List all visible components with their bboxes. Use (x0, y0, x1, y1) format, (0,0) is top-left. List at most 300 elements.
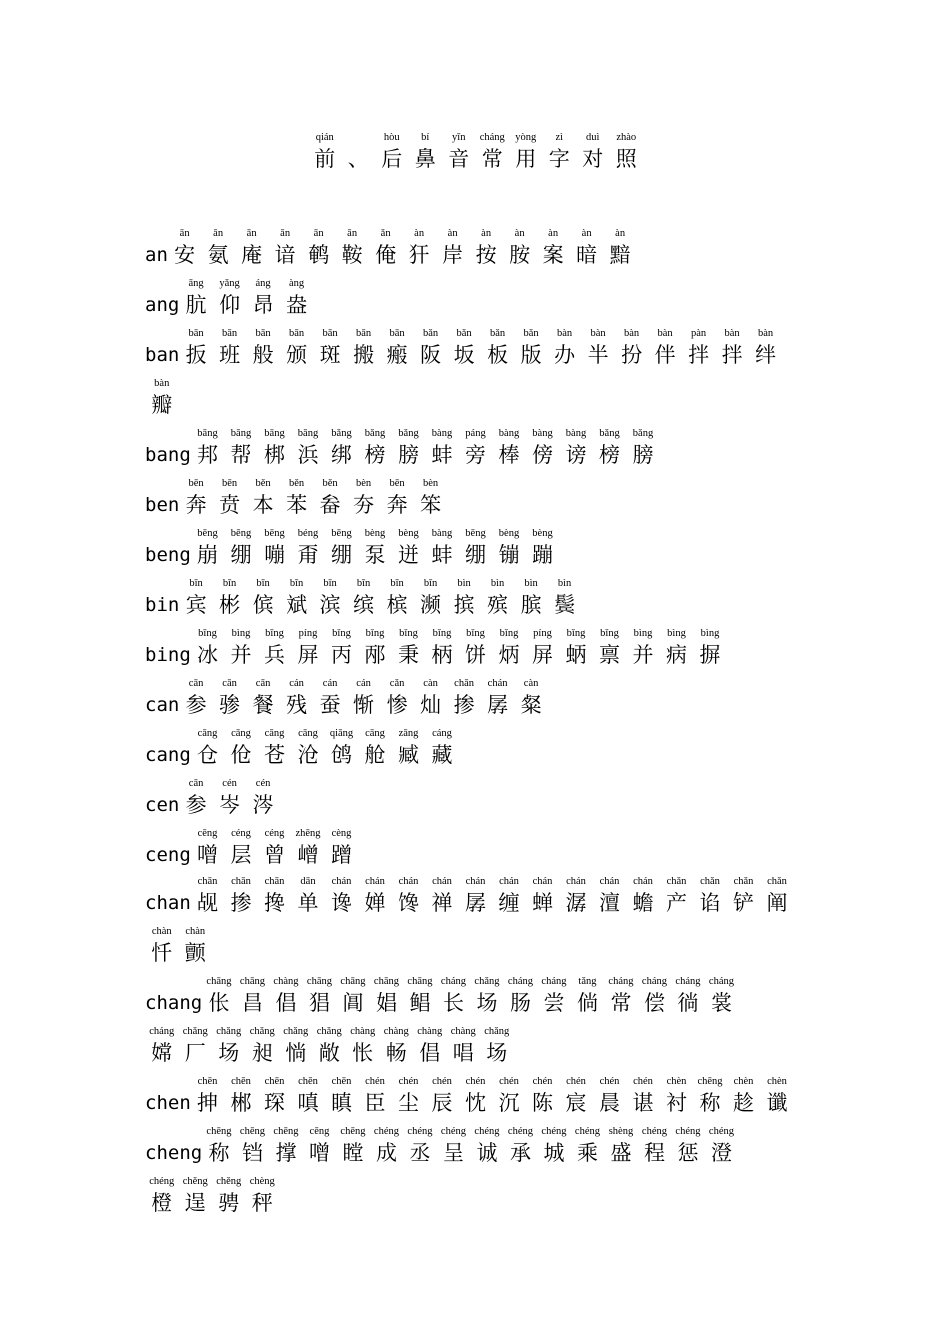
pinyin: bǎng (364, 428, 386, 439)
char-cell (559, 1076, 593, 1116)
hanzi: 办 (554, 343, 576, 367)
hanzi: 嫦 (151, 1041, 173, 1065)
pinyin: píng (533, 628, 552, 639)
hanzi: 棒 (498, 443, 520, 467)
char-cell (213, 328, 247, 368)
pinyin: bān (188, 328, 204, 339)
pinyin: chéng (708, 1126, 734, 1137)
char-cell (514, 578, 548, 618)
char-cell (325, 728, 359, 768)
pinyin: chéng (149, 1176, 175, 1187)
hanzi: 撑 (275, 1141, 297, 1165)
pinyin: bīn (189, 578, 203, 589)
hanzi: 字 (548, 147, 570, 171)
pinyin: bèng (398, 528, 419, 539)
hanzi: 常 (481, 147, 503, 171)
pinyin: chéng (507, 1126, 533, 1137)
char-cell (414, 678, 448, 718)
pinyin: cān (255, 678, 271, 689)
pinyin: àn (514, 228, 525, 239)
pinyin: chéng (474, 1126, 500, 1137)
pinyin: chǎn (666, 876, 687, 887)
char-cell (537, 976, 571, 1016)
pinyin: yòng (515, 132, 537, 143)
hanzi: 禅 (431, 891, 453, 915)
hanzi: 产 (666, 891, 688, 915)
hanzi: 膑 (520, 593, 542, 617)
pinyin: bīn (390, 578, 404, 589)
hanzi: 邴 (364, 643, 386, 667)
char-cell (179, 278, 213, 318)
pinyin: ān (280, 228, 291, 239)
pinyin: bèn (422, 478, 439, 489)
title-char (476, 132, 510, 172)
char-cell (269, 976, 303, 1016)
pinyin: chēng (340, 1126, 366, 1137)
pinyin: bǎng (632, 428, 654, 439)
pinyin: ǎn (380, 228, 391, 239)
hanzi: 场 (486, 1041, 508, 1065)
char-cell (191, 876, 225, 916)
pinyin: chǎng (216, 1026, 242, 1037)
pinyin: bàn (657, 328, 673, 339)
char-cell (526, 628, 560, 668)
hanzi: 瘢 (386, 343, 408, 367)
hanzi: 傍 (532, 443, 554, 467)
hanzi: 谶 (766, 1091, 788, 1115)
char-cell (224, 876, 258, 916)
char-cell (325, 428, 359, 468)
hanzi: 摈 (453, 593, 475, 617)
pinyin: běn (322, 478, 338, 489)
hanzi: 场 (218, 1041, 240, 1065)
hanzi: 丞 (409, 1141, 431, 1165)
hanzi: 嶒 (297, 843, 319, 867)
hanzi: 惨 (386, 693, 408, 717)
pinyin: bān (389, 328, 405, 339)
pinyin: cháng (708, 976, 734, 987)
pinyin: bǐng (600, 628, 619, 639)
char-cell (224, 728, 258, 768)
hanzi: 板 (487, 343, 509, 367)
char-cell (280, 578, 314, 618)
hanzi: 绑 (331, 443, 353, 467)
char-cell (145, 1176, 179, 1216)
syllable-label: an (145, 244, 168, 266)
char-cell (693, 628, 727, 668)
pinyin: chén (398, 1076, 419, 1087)
hanzi: 惭 (353, 693, 375, 717)
pinyin: chàng (417, 1026, 443, 1037)
hanzi: 肮 (185, 293, 207, 317)
char-cell (402, 228, 436, 268)
pinyin: chán (499, 876, 519, 887)
title-char (409, 132, 443, 172)
char-cell (593, 628, 627, 668)
char-cell (593, 428, 627, 468)
hanzi: 鸧 (331, 743, 353, 767)
hanzi: 版 (520, 343, 542, 367)
char-cell (236, 1126, 270, 1166)
hanzi: 称 (208, 1141, 230, 1165)
char-cell (358, 628, 392, 668)
hanzi: 对 (582, 147, 604, 171)
pinyin: qiāng (329, 728, 354, 739)
hanzi: 蝉 (532, 891, 554, 915)
pinyin: chàng (273, 976, 299, 987)
syllable-label: bin (145, 594, 180, 616)
hanzi: 安 (174, 243, 196, 267)
char-cell (269, 1126, 303, 1166)
hanzi: 呈 (442, 1141, 464, 1165)
char-cell (481, 578, 515, 618)
pinyin: chēng (239, 1126, 265, 1137)
syllable-label: bang (145, 444, 191, 466)
char-cell (492, 528, 526, 568)
char-cell (347, 578, 381, 618)
char-cell (615, 328, 649, 368)
hanzi: 蹭 (331, 843, 353, 867)
pinyin: chén (532, 1076, 553, 1087)
pinyin: bīng (198, 628, 217, 639)
hanzi: 宾 (185, 593, 207, 617)
char-cell (325, 628, 359, 668)
pinyin: àng (288, 278, 305, 289)
char-cell (570, 228, 604, 268)
char-cell (749, 328, 783, 368)
char-cell (291, 628, 325, 668)
pinyin: chāng (306, 976, 332, 987)
pinyin: bàng (431, 528, 453, 539)
hanzi: 舱 (364, 743, 386, 767)
hanzi: 倡 (275, 991, 297, 1015)
pinyin: chēn (331, 1076, 352, 1087)
char-cell (313, 578, 347, 618)
pinyin: bǎn (422, 328, 439, 339)
hanzi: 蟾 (632, 891, 654, 915)
hanzi: 案 (542, 243, 564, 267)
pinyin: zhēng (295, 828, 321, 839)
hanzi: 禀 (599, 643, 621, 667)
pinyin: bàn (623, 328, 640, 339)
hanzi: 梆 (264, 443, 286, 467)
hanzi: 傧 (252, 593, 274, 617)
char-cell (145, 1026, 179, 1066)
pinyin: zhào (616, 132, 637, 143)
char-cell (213, 278, 247, 318)
char-cell (291, 828, 325, 868)
hanzi: 摒 (699, 643, 721, 667)
hanzi: 犴 (408, 243, 430, 267)
hanzi: 晨 (599, 1091, 621, 1115)
char-cell (336, 1126, 370, 1166)
char-cell (526, 876, 560, 916)
pinyin: tǎng (578, 976, 597, 987)
char-cell (604, 1126, 638, 1166)
hanzi: 滨 (319, 593, 341, 617)
hanzi: 乘 (576, 1141, 598, 1165)
syllable-row-chan (145, 876, 794, 916)
hanzi: 屏 (297, 643, 319, 667)
pinyin: chàng (383, 1026, 409, 1037)
pinyin: chēn (298, 1076, 318, 1087)
pinyin: cēng (309, 1126, 330, 1137)
pinyin: cán (356, 678, 371, 689)
hanzi: 缠 (498, 891, 520, 915)
hanzi: 昂 (252, 293, 274, 317)
pinyin: chēn (264, 1076, 285, 1087)
char-cell (638, 1126, 672, 1166)
char-cell (413, 1026, 447, 1066)
char-cell (291, 728, 325, 768)
hanzi: 帮 (230, 443, 252, 467)
hanzi: 胺 (509, 243, 531, 267)
char-cell (179, 328, 213, 368)
hanzi: 邦 (197, 443, 219, 467)
pinyin: cāng (231, 728, 251, 739)
char-cell (224, 828, 258, 868)
hanzi: 濒 (420, 593, 442, 617)
hanzi: 甭 (297, 543, 319, 567)
char-cell (358, 876, 392, 916)
pinyin: chēn (231, 1076, 251, 1087)
pinyin: běn (288, 478, 305, 489)
hanzi: 鲳 (409, 991, 431, 1015)
char-cell (459, 528, 493, 568)
pinyin: chán (465, 876, 486, 887)
char-cell (179, 578, 213, 618)
hanzi: 按 (475, 243, 497, 267)
char-cell (459, 628, 493, 668)
char-cell (492, 428, 526, 468)
hanzi: 肠 (509, 991, 531, 1015)
hanzi: 秉 (398, 643, 420, 667)
pinyin: bèng (364, 528, 386, 539)
hanzi: 掺 (230, 891, 252, 915)
hanzi: 旁 (465, 443, 487, 467)
char-cell (291, 528, 325, 568)
char-cell (212, 1026, 246, 1066)
pinyin: bǎng (599, 428, 620, 439)
hanzi: 单 (297, 891, 319, 915)
hanzi: 膀 (632, 443, 654, 467)
pinyin: bǐng (566, 628, 586, 639)
hanzi: 辰 (431, 1091, 453, 1115)
char-cell (447, 1026, 481, 1066)
hanzi: 前 (314, 147, 336, 171)
hanzi: 、 (347, 147, 369, 171)
char-cell (727, 1076, 761, 1116)
syllable-row-can (145, 678, 548, 718)
char-cell (705, 976, 739, 1016)
pinyin: cāng (197, 728, 218, 739)
char-cell (459, 1076, 493, 1116)
hanzi: 怅 (352, 1041, 374, 1065)
hanzi: 病 (666, 643, 688, 667)
hanzi: 兵 (264, 643, 286, 667)
char-cell (201, 228, 235, 268)
syllable-row-chen (145, 1076, 794, 1116)
hanzi: 铛 (241, 1141, 263, 1165)
hanzi: 颁 (286, 343, 308, 367)
pinyin: bǐng (365, 628, 385, 639)
hanzi: 澄 (710, 1141, 732, 1165)
char-cell (224, 1076, 258, 1116)
pinyin: chàn (185, 926, 206, 937)
char-cell (604, 976, 638, 1016)
char-cell (291, 428, 325, 468)
char-cell (581, 328, 615, 368)
char-cell (313, 328, 347, 368)
pinyin: yīn (452, 132, 466, 143)
pinyin: cháng (149, 1026, 175, 1037)
hanzi: 灿 (420, 693, 442, 717)
char-cell (425, 628, 459, 668)
hanzi: 伥 (208, 991, 230, 1015)
char-cell (280, 478, 314, 518)
hanzi: 骋 (218, 1191, 240, 1215)
hanzi: 惩 (677, 1141, 699, 1165)
hanzi: 岸 (442, 243, 464, 267)
char-cell (145, 926, 179, 966)
char-cell (258, 828, 292, 868)
char-cell (303, 1126, 337, 1166)
pinyin: chēng (206, 1126, 232, 1137)
char-cell (593, 1076, 627, 1116)
char-cell (715, 328, 749, 368)
hanzi: 孱 (465, 891, 487, 915)
char-cell (370, 1126, 404, 1166)
hanzi: 裳 (710, 991, 732, 1015)
hanzi: 氨 (207, 243, 229, 267)
char-cell (313, 1026, 347, 1066)
pinyin: bēn (221, 478, 238, 489)
pinyin: bǐng (399, 628, 418, 639)
hanzi: 榜 (599, 443, 621, 467)
hanzi: 用 (515, 147, 537, 171)
hanzi: 觇 (197, 891, 219, 915)
pinyin: chàng (350, 1026, 376, 1037)
char-cell (325, 828, 359, 868)
char-cell (335, 228, 369, 268)
hanzi: 瞠 (342, 1141, 364, 1165)
pinyin: bǎn (523, 328, 539, 339)
char-cell (414, 578, 448, 618)
pinyin: chān (264, 876, 285, 887)
char-cell (436, 228, 470, 268)
char-cell (437, 976, 471, 1016)
hanzi: 逞 (184, 1191, 206, 1215)
pinyin: chán (365, 876, 385, 887)
char-cell (638, 976, 672, 1016)
hanzi: 程 (643, 1141, 665, 1165)
char-cell (191, 528, 225, 568)
pinyin: chèng (249, 1176, 275, 1187)
pinyin: chǎn (700, 876, 720, 887)
pinyin: chǎng (249, 1026, 275, 1037)
pinyin: hòu (383, 132, 400, 143)
hanzi: 畅 (385, 1041, 407, 1065)
hanzi: 厂 (184, 1041, 206, 1065)
hanzi: 城 (543, 1141, 565, 1165)
title-char (442, 132, 476, 172)
char-cell (514, 328, 548, 368)
pinyin: bàng (431, 428, 453, 439)
char-cell (380, 328, 414, 368)
pinyin: chāng (239, 976, 265, 987)
hanzi: 柄 (431, 643, 453, 667)
syllable-label: can (145, 694, 180, 716)
syllable-row-ceng (145, 828, 358, 868)
pinyin: chán (532, 876, 553, 887)
hanzi: 噌 (197, 843, 219, 867)
hanzi: 忱 (465, 1091, 487, 1115)
char-cell (626, 876, 660, 916)
syllable-label: cen (145, 794, 180, 816)
char-cell (403, 976, 437, 1016)
hanzi: 盎 (286, 293, 308, 317)
char-cell (470, 1126, 504, 1166)
char-cell (626, 1076, 660, 1116)
char-cell (414, 328, 448, 368)
pinyin: céng (264, 828, 285, 839)
pinyin: chán (331, 876, 352, 887)
hanzi: 谗 (331, 891, 353, 915)
hanzi: 绷 (230, 543, 252, 567)
char-cell (358, 528, 392, 568)
pinyin: bēn (389, 478, 405, 489)
char-cell (459, 876, 493, 916)
pinyin: chán (487, 678, 508, 689)
char-cell (425, 728, 459, 768)
pinyin: cháng (541, 976, 567, 987)
char-cell (414, 478, 448, 518)
hanzi: 澶 (599, 891, 621, 915)
char-cell (313, 678, 347, 718)
syllable-label: ceng (145, 844, 191, 866)
hanzi: 屏 (532, 643, 554, 667)
syllable-row-an (145, 228, 637, 268)
pinyin: bēng (230, 528, 252, 539)
pinyin: chéng (407, 1126, 433, 1137)
char-cell (313, 478, 347, 518)
pinyin: pàn (690, 328, 707, 339)
char-cell (447, 678, 481, 718)
pinyin: béng (297, 528, 319, 539)
hanzi: 蚌 (431, 543, 453, 567)
pinyin: bīn (256, 578, 270, 589)
pinyin: cháng (479, 132, 505, 143)
hanzi: 涔 (252, 793, 274, 817)
char-cell (693, 1076, 727, 1116)
syllable-row-continued (145, 1176, 279, 1216)
char-cell (191, 428, 225, 468)
hanzi: 瓣 (151, 393, 173, 417)
hanzi: 班 (219, 343, 241, 367)
hanzi: 琛 (264, 1091, 286, 1115)
pinyin: chéng (373, 1126, 399, 1137)
pinyin: bān (322, 328, 338, 339)
pinyin: chèn (733, 1076, 754, 1087)
char-cell (246, 328, 280, 368)
pinyin: chǎn (733, 876, 754, 887)
char-cell (370, 976, 404, 1016)
pinyin: cháng (507, 976, 533, 987)
pinyin: bèng (532, 528, 553, 539)
pinyin: dān (300, 876, 316, 887)
syllable-label: cang (145, 744, 191, 766)
hanzi: 橙 (151, 1191, 173, 1215)
